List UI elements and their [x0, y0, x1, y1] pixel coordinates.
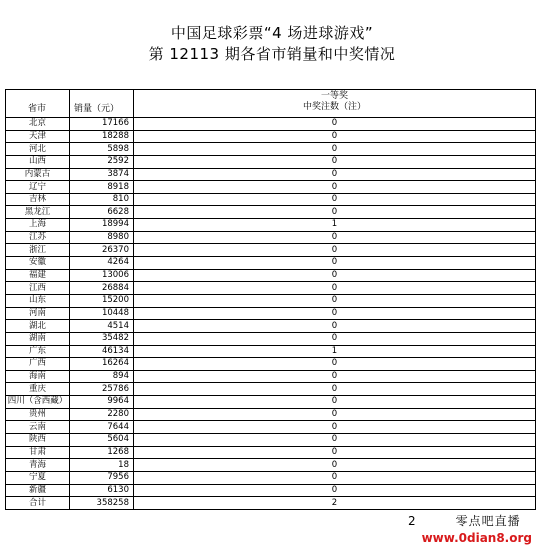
- table-row: [6, 168, 536, 181]
- cell-winners: 0: [134, 484, 536, 497]
- cell-sales: 35482: [70, 332, 134, 345]
- table-row: [6, 434, 536, 447]
- cell-winners: 0: [134, 408, 536, 421]
- cell-province: 山东: [6, 294, 70, 307]
- cell-sales: 13006: [70, 269, 134, 282]
- watermark: [422, 512, 532, 545]
- header-sales: 销量（元）: [70, 90, 134, 118]
- cell-province: 北京: [6, 118, 70, 131]
- cell-sales: 8918: [70, 181, 134, 194]
- cell-winners: 0: [134, 370, 536, 383]
- cell-sales: 17166: [70, 118, 134, 131]
- cell-sales: 3874: [70, 168, 134, 181]
- cell-sales: 5898: [70, 143, 134, 156]
- cell-province: 湖北: [6, 320, 70, 333]
- cell-winners: 0: [134, 269, 536, 282]
- cell-sales: 46134: [70, 345, 134, 358]
- cell-province: 上海: [6, 219, 70, 232]
- table-header-row: [6, 90, 536, 118]
- cell-winners: 0: [134, 130, 536, 143]
- table-row: [6, 130, 536, 143]
- cell-sales: 6130: [70, 484, 134, 497]
- cell-province: 甘肃: [6, 446, 70, 459]
- cell-province: 合计: [6, 497, 70, 510]
- cell-winners: 0: [134, 231, 536, 244]
- cell-province: 陕西: [6, 434, 70, 447]
- table-row: [6, 231, 536, 244]
- table-row: [6, 345, 536, 358]
- table-row: [6, 294, 536, 307]
- table-row: [6, 396, 536, 409]
- partial-footer-text: 2: [408, 514, 416, 528]
- cell-winners: 0: [134, 206, 536, 219]
- table-row: [6, 143, 536, 156]
- cell-winners: 0: [134, 320, 536, 333]
- cell-winners: 0: [134, 358, 536, 371]
- cell-winners: 0: [134, 168, 536, 181]
- cell-winners: 0: [134, 332, 536, 345]
- cell-sales: 4514: [70, 320, 134, 333]
- cell-province: 贵州: [6, 408, 70, 421]
- cell-winners: 0: [134, 244, 536, 257]
- cell-sales: 7644: [70, 421, 134, 434]
- cell-province: 重庆: [6, 383, 70, 396]
- cell-winners: 0: [134, 155, 536, 168]
- cell-province: 福建: [6, 269, 70, 282]
- header-province: 省市: [6, 90, 70, 118]
- table-row: [6, 206, 536, 219]
- cell-sales: 894: [70, 370, 134, 383]
- cell-province: 安徽: [6, 257, 70, 270]
- cell-province: 云南: [6, 421, 70, 434]
- cell-winners: 0: [134, 396, 536, 409]
- table-row: [6, 332, 536, 345]
- cell-sales: 25786: [70, 383, 134, 396]
- cell-sales: 15200: [70, 294, 134, 307]
- table-row: [6, 408, 536, 421]
- cell-winners: 0: [134, 193, 536, 206]
- cell-province: 浙江: [6, 244, 70, 257]
- cell-province: 山西: [6, 155, 70, 168]
- sales-table: [5, 89, 536, 510]
- cell-province: 河南: [6, 307, 70, 320]
- cell-winners: 0: [134, 181, 536, 194]
- cell-province: 新疆: [6, 484, 70, 497]
- table-row: [6, 269, 536, 282]
- cell-province: 天津: [6, 130, 70, 143]
- cell-sales: 16264: [70, 358, 134, 371]
- cell-winners: 1: [134, 345, 536, 358]
- cell-province: 宁夏: [6, 471, 70, 484]
- table-row: [6, 459, 536, 472]
- cell-sales: 1268: [70, 446, 134, 459]
- cell-sales: 26370: [70, 244, 134, 257]
- cell-winners: 0: [134, 434, 536, 447]
- cell-sales: 18288: [70, 130, 134, 143]
- cell-winners: 0: [134, 143, 536, 156]
- cell-sales: 10448: [70, 307, 134, 320]
- cell-winners: 0: [134, 446, 536, 459]
- cell-sales: 2280: [70, 408, 134, 421]
- cell-winners: 0: [134, 257, 536, 270]
- table-row: [6, 497, 536, 510]
- table-row: [6, 421, 536, 434]
- cell-winners: 0: [134, 294, 536, 307]
- table-row: [6, 370, 536, 383]
- table-row: [6, 193, 536, 206]
- table-row: [6, 307, 536, 320]
- cell-province: 辽宁: [6, 181, 70, 194]
- cell-sales: 18: [70, 459, 134, 472]
- cell-winners: 1: [134, 219, 536, 232]
- cell-sales: 2592: [70, 155, 134, 168]
- watermark-url: www.0dian8.org: [421, 531, 532, 545]
- cell-winners: 2: [134, 497, 536, 510]
- table-row: [6, 358, 536, 371]
- table-row: [6, 244, 536, 257]
- cell-province: 江西: [6, 282, 70, 295]
- cell-province: 广西: [6, 358, 70, 371]
- table-row: [6, 320, 536, 333]
- table-row: [6, 219, 536, 232]
- cell-province: 四川（含西藏）: [6, 396, 70, 409]
- cell-province: 海南: [6, 370, 70, 383]
- cell-province: 湖南: [6, 332, 70, 345]
- cell-winners: 0: [134, 282, 536, 295]
- cell-province: 河北: [6, 143, 70, 156]
- cell-province: 青海: [6, 459, 70, 472]
- cell-winners: 0: [134, 471, 536, 484]
- title-line-2: 第 12113 期各省市销量和中奖情况: [148, 45, 396, 63]
- cell-sales: 7956: [70, 471, 134, 484]
- cell-sales: 358258: [70, 497, 134, 510]
- cell-winners: 0: [134, 421, 536, 434]
- header-prize-line-1: 一等奖: [320, 91, 348, 101]
- header-prize-line-2: 中奖注数（注）: [302, 102, 366, 112]
- table-row: [6, 155, 536, 168]
- table-row: [6, 257, 536, 270]
- header-prize: [134, 90, 536, 118]
- cell-sales: 26884: [70, 282, 134, 295]
- cell-winners: 0: [134, 118, 536, 131]
- cell-province: 江苏: [6, 231, 70, 244]
- title-line-1: 中国足球彩票“4 场进球游戏”: [170, 24, 374, 42]
- cell-sales: 6628: [70, 206, 134, 219]
- cell-sales: 8980: [70, 231, 134, 244]
- table-row: [6, 282, 536, 295]
- table-row: [6, 118, 536, 131]
- cell-province: 黑龙江: [6, 206, 70, 219]
- cell-winners: 0: [134, 383, 536, 396]
- cell-province: 广东: [6, 345, 70, 358]
- cell-province: 内蒙古: [6, 168, 70, 181]
- cell-sales: 9964: [70, 396, 134, 409]
- cell-winners: 0: [134, 459, 536, 472]
- cell-sales: 5604: [70, 434, 134, 447]
- cell-winners: 0: [134, 307, 536, 320]
- watermark-name: 零点吧直播: [455, 514, 521, 528]
- table-row: [6, 471, 536, 484]
- cell-province: 吉林: [6, 193, 70, 206]
- table-row: [6, 383, 536, 396]
- cell-sales: 18994: [70, 219, 134, 232]
- table-row: [6, 484, 536, 497]
- table-row: [6, 181, 536, 194]
- cell-sales: 4264: [70, 257, 134, 270]
- cell-sales: 810: [70, 193, 134, 206]
- table-row: [6, 446, 536, 459]
